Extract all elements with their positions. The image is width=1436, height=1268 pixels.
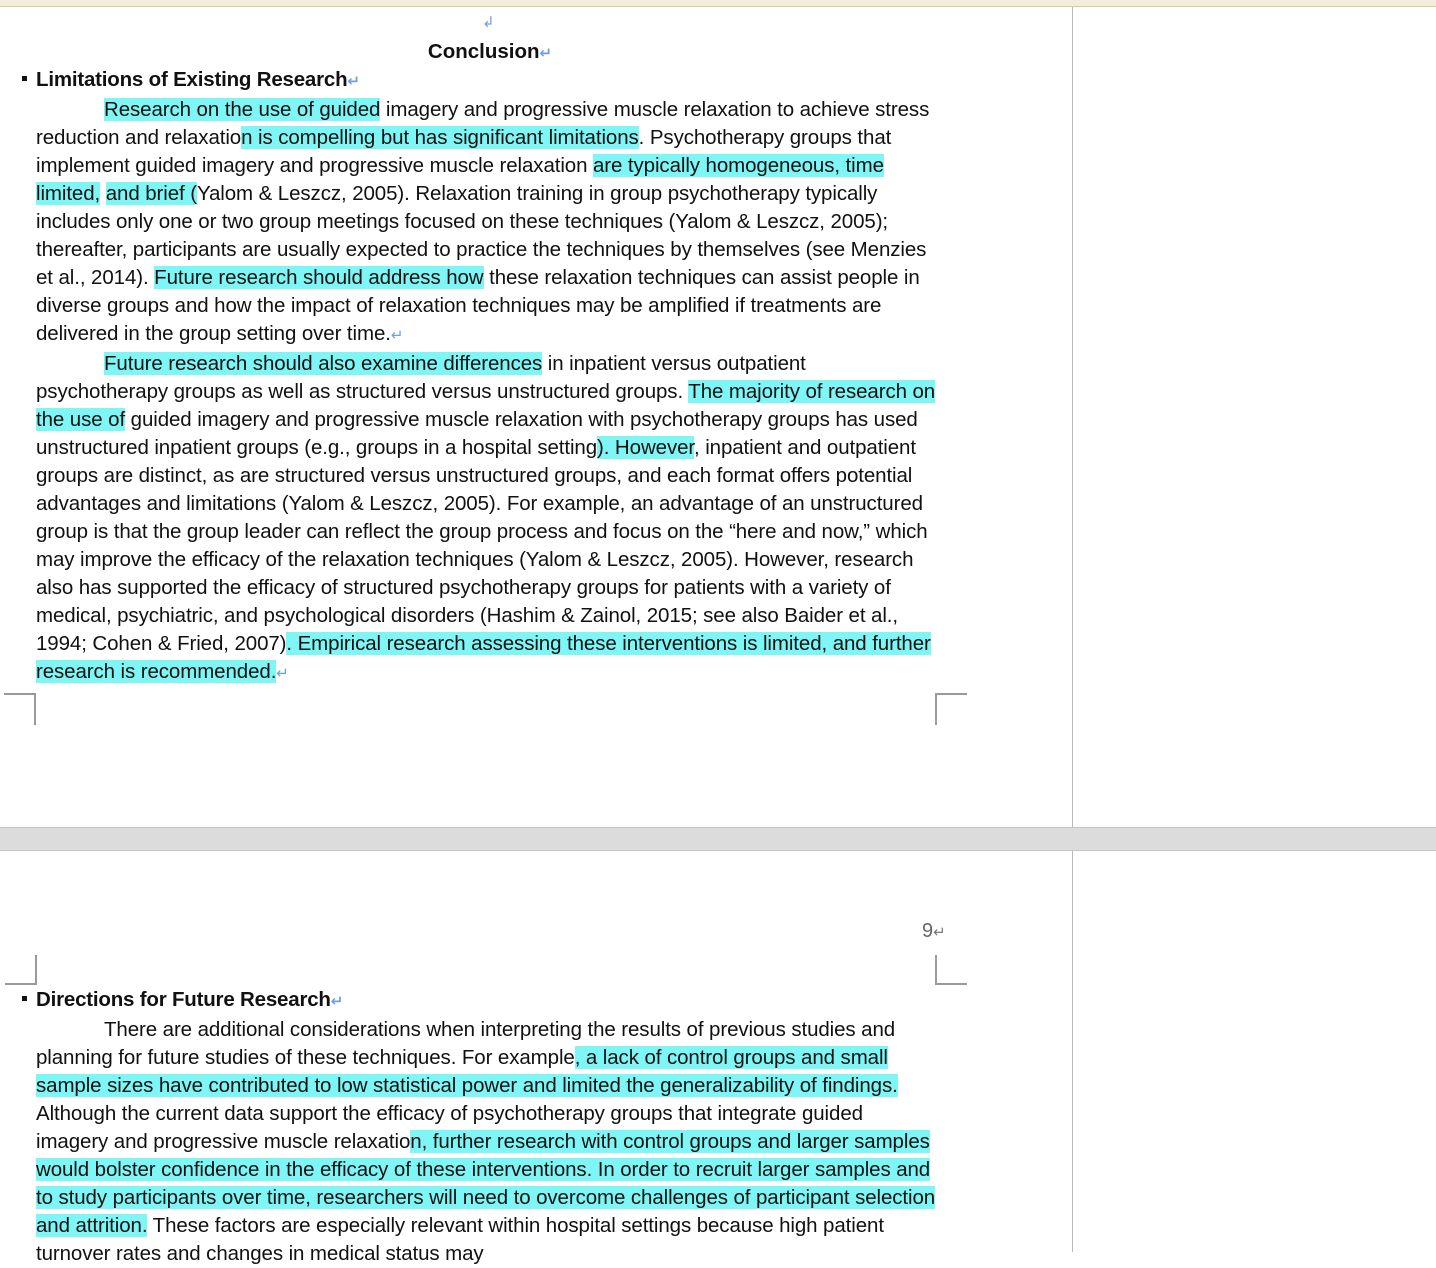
document-page-1[interactable] (0, 7, 1072, 827)
subsection-heading: Directions for Future Research↵ (22, 988, 343, 1012)
bullet-marker-icon (22, 76, 27, 81)
paragraph-mark: ↵ (330, 993, 344, 1010)
highlighted-text: are typically homogeneous, time limited, (36, 154, 884, 205)
paragraph-mark: ↵ (390, 327, 404, 344)
top-ruler (0, 0, 1436, 7)
text-run: There are additional considerations when interpreting the results of previous studies and planning for future studies of these techniques. For example (36, 1018, 896, 1069)
text-run: imagery and progressive muscle relaxation to achieve stress reduction and relaxatio (36, 98, 930, 149)
paragraph[interactable] (36, 96, 936, 350)
highlighted-text: n is compelling but has significant limitations (241, 126, 639, 149)
margin-corner-mark (935, 693, 967, 725)
highlighted-text: The majority of research on the use of (36, 380, 936, 431)
highlighted-text: ). However (597, 436, 694, 459)
paragraph-mark: ↵ (933, 924, 946, 941)
highlighted-text: and brief ( (105, 182, 197, 205)
document-page-2[interactable] (0, 851, 1072, 1265)
text-run: Yalom & Leszcz, 2005). Relaxation training in group psychotherapy typically includes only one or two group meetings focused on these techniques (Yalom & Leszcz, 2005); thereafter, participants are usually expected to practice the techniques by themselves (see Menzies et al., 2014). (36, 182, 927, 289)
text-run: , inpatient and outpatient groups are distinct, as are structured versus unstructured groups, and each format offers potential advantages and limitations (Yalom & Leszcz, 2005). For example, an advantage of an unstructured group is that the group leader can reflect the group process and focus on the “here and now,” which may improve the efficacy of the relaxation techniques (Yalom & Leszcz, 2005). However, research also has supported the efficacy of structured psychotherapy groups for patients with a variety of medical, psychiatric, and psychological disorders (Hashim & Zainol, 2015; see also Baider et al., 1994; Cohen & Fried, 2007) (36, 436, 928, 655)
text-run: These factors are especially relevant within hospital settings because high patient turnover rates and changes in medical status may (36, 1214, 884, 1265)
margin-corner-mark (935, 955, 967, 985)
paragraph-mark: ↲ (482, 14, 495, 31)
highlighted-text: Future research should address how (154, 266, 484, 289)
text-run: . Psychotherapy groups that implement guided imagery and progressive muscle relaxation (36, 126, 892, 177)
section-title: Conclusion↵ (427, 40, 553, 63)
body-text[interactable] (36, 96, 936, 688)
paragraph[interactable] (36, 350, 936, 688)
paragraph-mark: ↵ (276, 665, 289, 682)
text-run: guided imagery and progressive muscle relaxation with psychotherapy groups has used unstructured inpatient groups (e.g., groups in a hospital setting (36, 408, 918, 459)
body-text[interactable] (36, 1016, 936, 1268)
paragraph-mark: ↵ (539, 45, 553, 62)
highlighted-text: Future research should also examine differences (104, 352, 543, 375)
text-run (100, 182, 106, 205)
highlighted-text: Research on the use of guided (104, 98, 381, 121)
text-run: in inpatient versus outpatient psychotherapy groups as well as structured versus unstructured groups. (36, 352, 806, 403)
text-run: these relaxation techniques can assist people in diverse groups and how the impact of relaxation techniques may be amplified if treatments are delivered in the group setting over time. (36, 266, 920, 345)
highlighted-text: . Empirical research assessing these interventions is limited, and further research is recommended. (36, 632, 931, 683)
paragraph[interactable] (36, 1016, 936, 1268)
text-run: Although the current data support the efficacy of psychotherapy groups that integrate guided imagery and progressive muscle relaxatio (36, 1102, 863, 1153)
page-number: 9↵ (922, 920, 946, 942)
highlighted-text: , a lack of control groups and small sample sizes have contributed to low statistical power and limited the generalizability of findings. (36, 1046, 898, 1097)
margin-corner-mark (5, 955, 37, 985)
page-break-gap (0, 827, 1436, 851)
paragraph-mark: ↵ (347, 73, 360, 90)
bullet-marker-icon (22, 996, 27, 1001)
margin-corner-mark (4, 693, 36, 725)
right-margin-pane (1073, 7, 1436, 827)
right-margin-pane (1073, 851, 1436, 1252)
highlighted-text: n, further research with control groups and larger samples would bolster confidence in the efficacy of these interventions. In order to recruit larger samples and to study participants over time, researchers will need to overcome challenges of participant selection and attrition. (36, 1130, 936, 1237)
subsection-heading: Limitations of Existing Research↵ (22, 68, 360, 92)
